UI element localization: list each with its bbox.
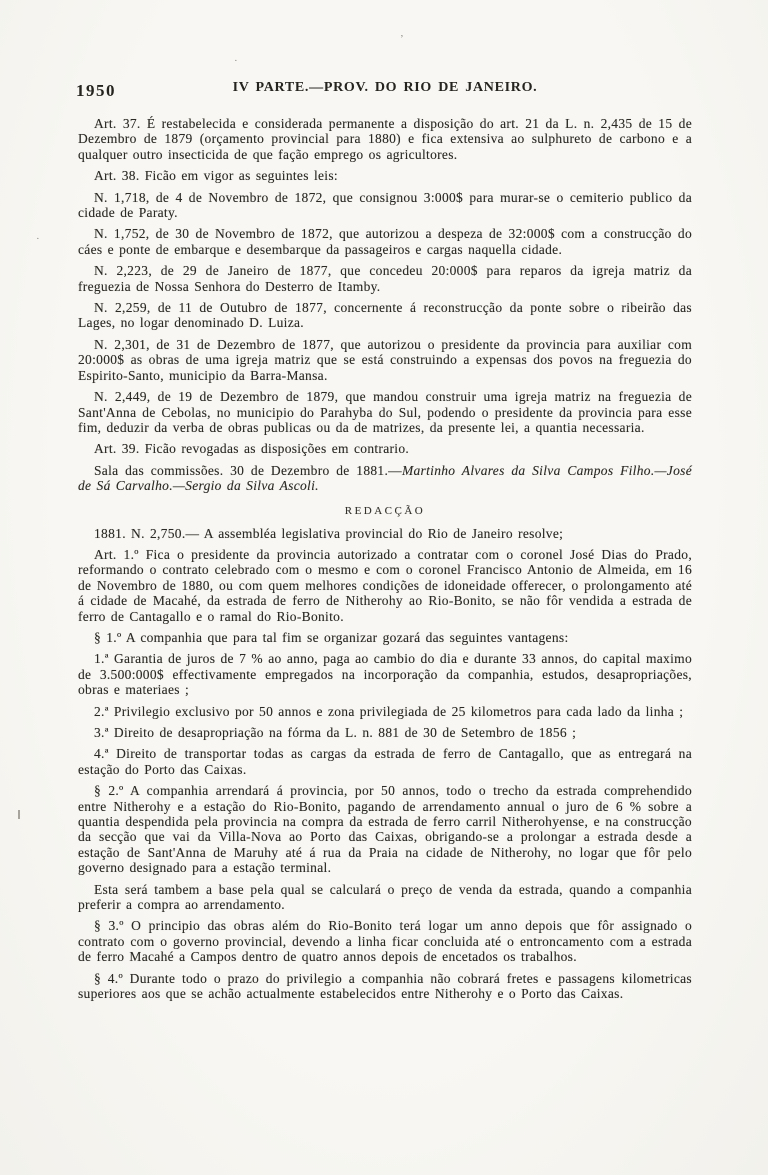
paragraph-art-38: Art. 38. Ficão em vigor as seguintes leis:	[94, 168, 338, 184]
scan-artifact: ·	[234, 55, 238, 67]
signature-line	[78, 463, 692, 494]
page-title: IV PARTE.—PROV. DO RIO DE JANEIRO.	[232, 80, 538, 95]
signature-names: Martinho Alvares da Silva Campos Filho.—José de Sá Carvalho.—Sergio da Silva Ascoli.	[78, 462, 692, 494]
page-number: 1950	[76, 81, 116, 100]
paragraph-art-1: Art. 1.º Fica o presidente da provincia autorizado a contratar com o coronel José Dias do Prado, reformando o contrato celebrado com o mesmo e com o coronel Francisco Antonio de Almeida, em 16 de Novembro de 1880, ou com quem melhores condições de idoneidade offerecer, o prolongamento até á cidade de Macahé, da estrada de ferro de Nitherohy ao Rio-Bonito, se não fôr vendida a estrada de ferro de Cantagallo e o ramal do Rio-Bonito.	[78, 546, 692, 624]
paragraph-law-1718: N. 1,718, de 4 de Novembro de 1872, que consignou 3:000$ para murar-se o cemiterio publico da cidade de Paraty.	[78, 189, 692, 221]
paragraph-art-39: Art. 39. Ficão revogadas as disposições em contrario.	[94, 441, 410, 457]
paragraph-par-3: § 3.º O principio das obras além do Rio-Bonito terá logar um anno depois que fôr assignado o contrato com o governo provincial, devendo a linha ficar concluida até o entroncamento com a estrada de ferro Macahé a Campos dentro de quatro annos depois de encetados os trabalhos.	[78, 918, 692, 965]
paragraph-par-4: § 4.º Durante todo o prazo do privilegio a companhia não cobrará fretes e passagens kilometricas superiores aos que se achão actualmente estabelecidos entre Nitherohy e o Porto das Caixas.	[78, 970, 692, 1002]
paragraph-par-2: § 2.º A companhia arrendará á provincia, por 50 annos, todo o trecho da estrada comprehendido entre Nitherohy e a estação do Rio-Bonito, pagando de arrendamento annual o juro de 6 % sobre a quantia despendida pela provincia na compra da estrada de ferro carril Nitherohyense, e na construcção da secção que vai da Villa-Nova ao Porto das Caixas, obrigando-se a prolongar a estrada desde a estação de Sant'Anna de Maruhy até á rua da Praia na cidade de Nitherohy, no logar que fôr pelo governo designado para a estação terminal.	[78, 783, 692, 876]
signature-date: Sala das commissões. 30 de Dezembro de 1881.—	[94, 462, 402, 478]
paragraph-base-preco: Esta será tambem a base pela qual se calculará o preço de venda da estrada, quando a companhia preferir a compra ao arrendamento.	[78, 881, 692, 913]
paragraph-par-1: § 1.º A companhia que para tal fim se organizar gozará das seguintes vantagens:	[94, 629, 569, 645]
paragraph-law-2223: N. 2,223, de 29 de Janeiro de 1877, que concedeu 20:000$ para reparos da igreja matriz da freguezia de Nossa Senhora do Desterro de Itamby.	[78, 263, 692, 294]
paragraph-advantage-1: 1.ª Garantia de juros de 7 % ao anno, paga ao cambio do dia e durante 33 annos, do capital maximo de 3.500:000$ effectivamente empregados na incorporação da companhia, estudos, desapropriações, obras e materiaes ;	[78, 651, 692, 698]
page-header	[78, 80, 692, 100]
paragraph-law-1752: N. 1,752, de 30 de Novembro de 1872, que autorizou a despeza de 32:000$ com a construcção do cáes e ponte de embarque e desembarque da passageiros e cargas naquella cidade.	[78, 226, 692, 257]
scan-artifact: ’	[400, 33, 404, 45]
paragraph-art-37: Art. 37. É restabelecida e considerada permanente a disposição do art. 21 da L. n. 2,435 de 15 de Dezembro de 1879 (orçamento provincial para 1880) e fica extensiva ao sulphureto de carbono e a qualquer outro insecticida de que fação emprego os agricultores.	[78, 116, 692, 162]
scan-artifact	[18, 810, 20, 819]
document-body	[78, 116, 692, 1002]
scan-artifact: ·	[36, 233, 40, 245]
paragraph-law-2259: N. 2,259, de 11 de Outubro de 1877, concernente á reconstrucção da ponte sobre o ribeirão das Lages, no logar denominado D. Luiza.	[78, 300, 692, 331]
paragraph-advantage-2: 2.ª Privilegio exclusivo por 50 annos e zona privilegiada de 25 kilometros para cada lado da linha ;	[94, 703, 684, 719]
paragraph-law-2301: N. 2,301, de 31 de Dezembro de 1877, que autorizou o presidente da provincia para auxiliar com 20:000$ as obras de uma igreja matriz que se está construindo a expensas dos povos na freguezia do Espirito-Santo, municipio da Barra-Mansa.	[78, 336, 692, 383]
paragraph-resolve: 1881. N. 2,750.— A assembléa legislativa provincial do Rio de Janeiro resolve;	[94, 525, 564, 541]
paragraph-advantage-4: 4.ª Direito de transportar todas as cargas da estrada de ferro de Cantagallo, que as entregará na estação do Porto das Caixas.	[78, 746, 692, 777]
paragraph-advantage-3: 3.ª Direito de desapropriação na fórma da L. n. 881 de 30 de Setembro de 1856 ;	[94, 725, 577, 740]
paragraph-law-2449: N. 2,449, de 19 de Dezembro de 1879, que mandou construir uma igreja matriz na freguezia de Sant'Anna de Cebolas, no municipio do Parahyba do Sul, podendo o presidente da provincia para esse fim, deduzir da verba de obras publicas ou da de matrizes, da presente lei, a quantia necessaria.	[78, 389, 692, 435]
section-heading-redaccao: REDACÇÃO	[344, 504, 426, 517]
